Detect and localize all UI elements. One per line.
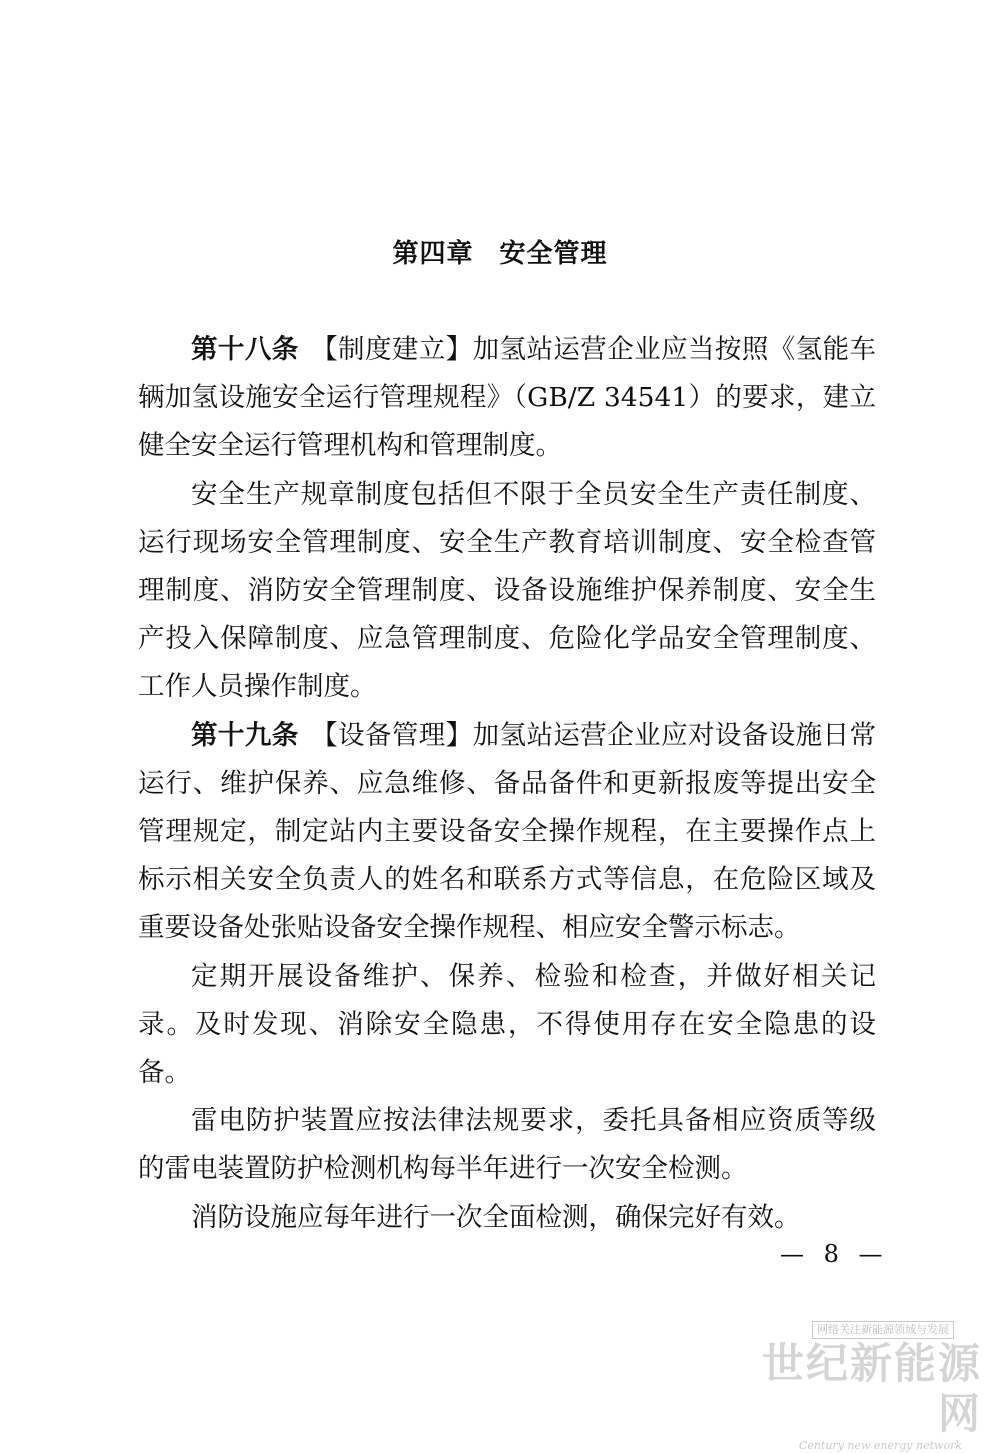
article-heading: 第十八条 xyxy=(191,334,299,365)
article-18-paragraph-1 xyxy=(138,326,876,471)
watermark xyxy=(732,1318,982,1453)
chapter-name: 安全管理 xyxy=(499,239,608,269)
page-number: — 8 — xyxy=(780,1240,889,1268)
article-heading: 第十九条 xyxy=(191,719,299,751)
watermark-subtitle: Century new energy network xyxy=(798,1439,962,1452)
watermark-tag: 网络关注新能源领域与发展 xyxy=(812,1321,954,1339)
article-19-paragraph-3: 雷电防护装置应按法律法规要求，委托具备相应资质等级的雷电装置防护检测机构每半年进行一次安全检测。 xyxy=(138,1105,876,1185)
chapter-number: 第四章 xyxy=(392,239,474,269)
article-text: 【设备管理】加氢站运营企业应对设备设施日常运行、维护保养、应急维修、备品备件和更新报废等提出安全管理规定，制定站内主要设备安全操作规程，在主要操作点上标示相关安全负责人的姓名和联系方式等信息，在危险区域及重要设备处张贴设备安全操作规程、相应安全警示标志。 xyxy=(138,719,877,944)
article-19-paragraph-1 xyxy=(138,712,876,953)
article-18-paragraph-2: 安全生产规章制度包括但不限于全员安全生产责任制度、运行现场安全管理制度、安全生产教育培训制度、安全检查管理制度、消防安全管理制度、设备设施维护保养制度、安全生产投入保障制度、应急管理制度、危险化学品安全管理制度、工作人员操作制度。 xyxy=(138,478,876,703)
article-19-paragraph-4: 消防设施应每年进行一次全面检测，确保完好有效。 xyxy=(191,1201,801,1233)
watermark-logo: 世纪新能源网 xyxy=(761,1339,982,1438)
article-19-paragraph-2: 定期开展设备维护、保养、检验和检查，并做好相关记录。及时发现、消除安全隐患，不得使用存在安全隐患的设备。 xyxy=(138,960,876,1089)
document-body xyxy=(138,326,876,1242)
article-text: 【制度建立】加氢站运营企业应当按照《氢能车辆加氢设施安全运行管理规程》（GB/Z 34541）的要求，建立健全安全运行管理机构和管理制度。 xyxy=(138,334,877,462)
chapter-title xyxy=(0,232,1000,276)
